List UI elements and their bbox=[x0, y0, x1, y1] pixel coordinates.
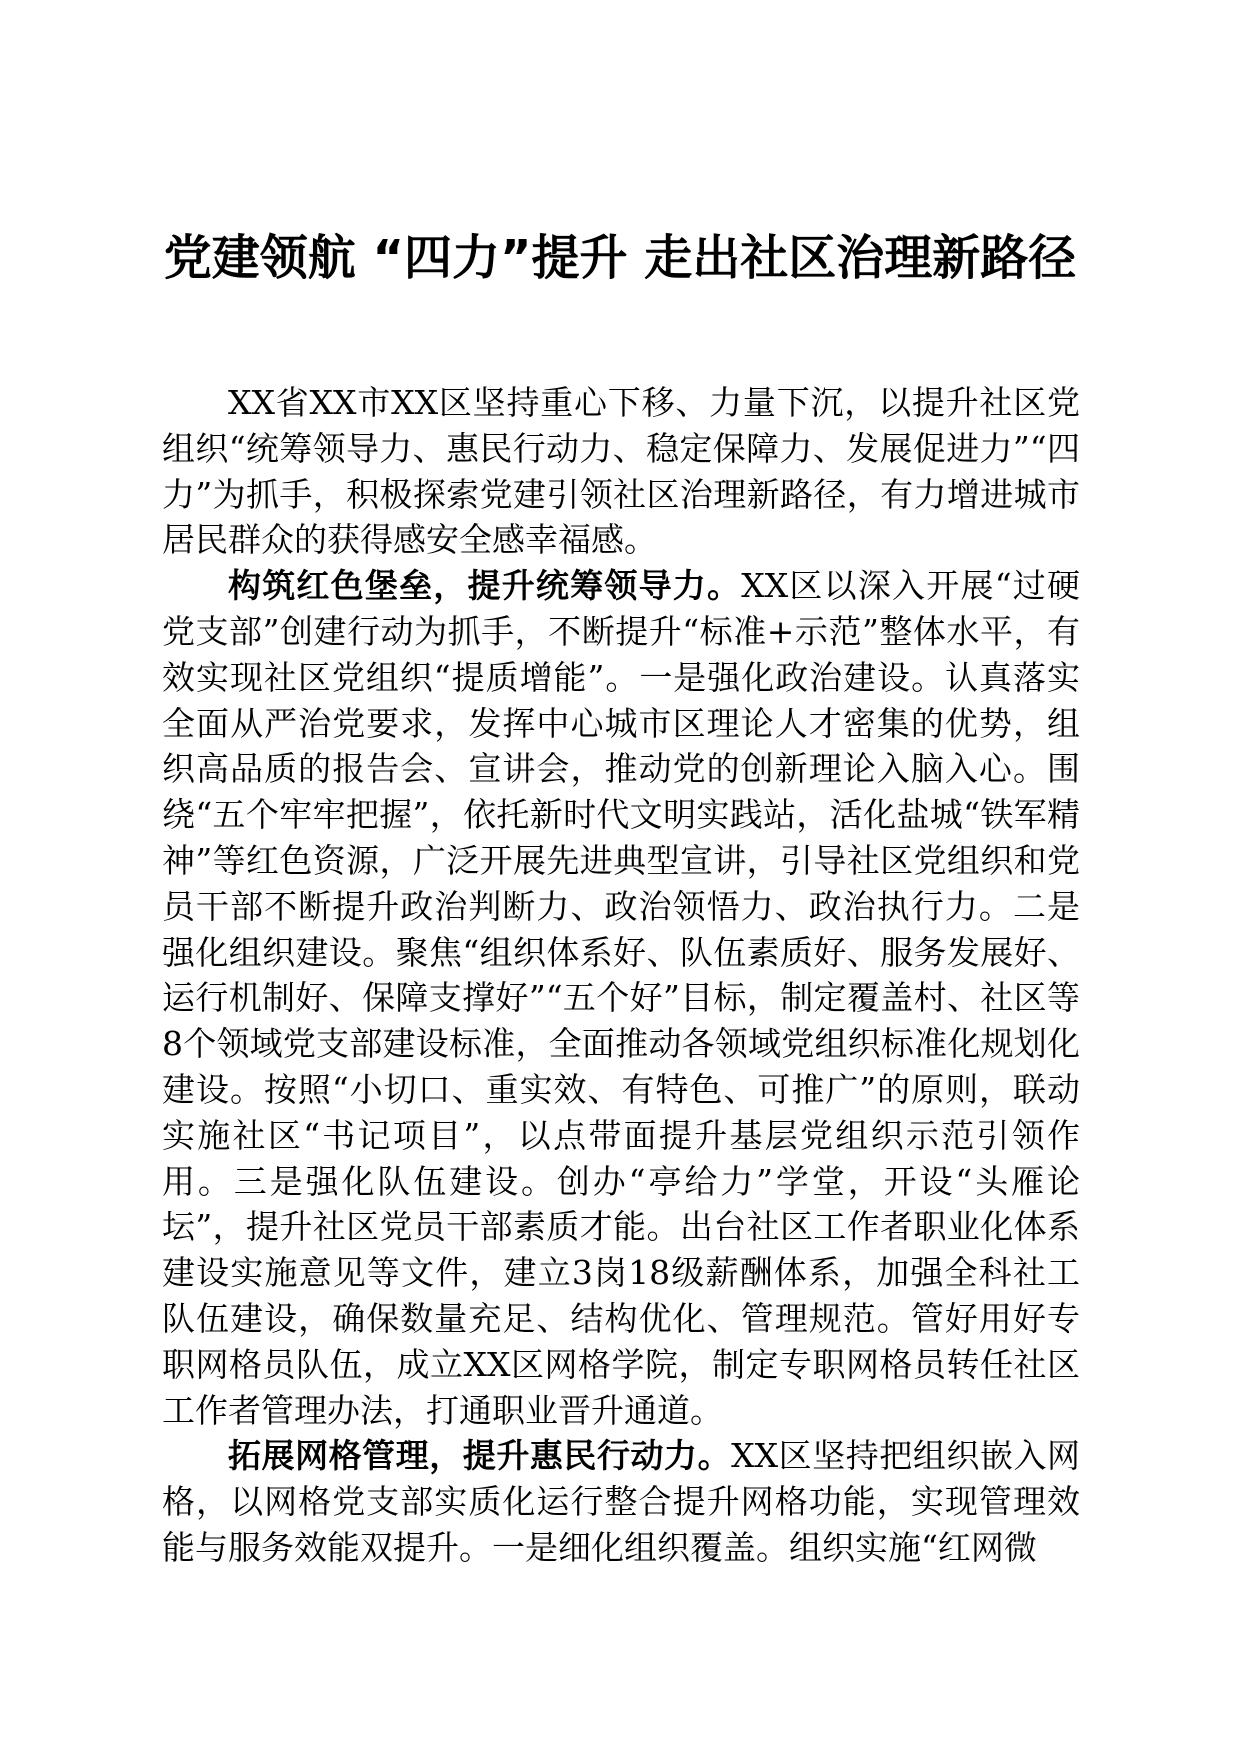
paragraph-text: XX区以深入开展“过硬党支部”创建行动为抓手，不断提升“标准+示范”整体水平，有效实现社区党组织“提质增能”。一是强化政治建设。认真落实全面从严治党要求，发挥中心城市区理论人才密集的优势，组织高品质的报告会、宣讲会，推动党的创新理论入脑入心。围绕“五个牢牢把握”，依托新时代文明实践站，活化盐城“铁军精神”等红色资源，广泛开展先进典型宣讲，引导社区党组织和党员干部不断提升政治判断力、政治领悟力、政治执行力。二是强化组织建设。聚焦“组织体系好、队伍素质好、服务发展好、运行机制好、保障支撑好”“五个好”目标，制定覆盖村、社区等8个领域党支部建设标准，全面推动各领域党组织标准化规划化建设。按照“小切口、重实效、有特色、可推广”的原则，联动实施社区“书记项目”，以点带面提升基层党组织示范引领作用。三是强化队伍建设。创办“亭给力”学堂，开设“头雁论坛”，提升社区党员干部素质才能。出台社区工作者职业化体系建设实施意见等文件，建立3岗18级薪酬体系，加强全科社工队伍建设，确保数量充足、结构优化、管理规范。管好用好专职网格员队伍，成立XX区网格学院，制定专职网格员转任社区工作者管理办法，打通职业晋升通道。 bbox=[162, 566, 1081, 1430]
paragraph-text: XX省XX市XX区坚持重心下移、力量下沉，以提升社区党组织“统筹领导力、惠民行动力、稳定保障力、发展促进力”“四力”为抓手，积极探索党建引领社区治理新路径，有力增进城市居民群众的获得感安全感幸福感。 bbox=[162, 383, 1080, 560]
paragraph-section-2 bbox=[162, 1433, 1080, 1570]
paragraph-section-1 bbox=[162, 563, 1080, 1433]
section-heading: 构筑红色堡垒，提升统筹领导力。 bbox=[228, 566, 742, 606]
paragraph-intro bbox=[162, 380, 1080, 563]
document-body bbox=[162, 380, 1080, 1571]
document-title: 党建领航 “四力”提升 走出社区治理新路径 bbox=[163, 230, 1077, 286]
section-heading: 拓展网格管理，提升惠民行动力。 bbox=[228, 1436, 732, 1476]
paragraph-text: XX区坚持把组织嵌入网格，以网格党支部实质化运行整合提升网格功能，实现管理效能与服务效能双提升。一是细化组织覆盖。组织实施“红网微 bbox=[162, 1436, 1080, 1567]
